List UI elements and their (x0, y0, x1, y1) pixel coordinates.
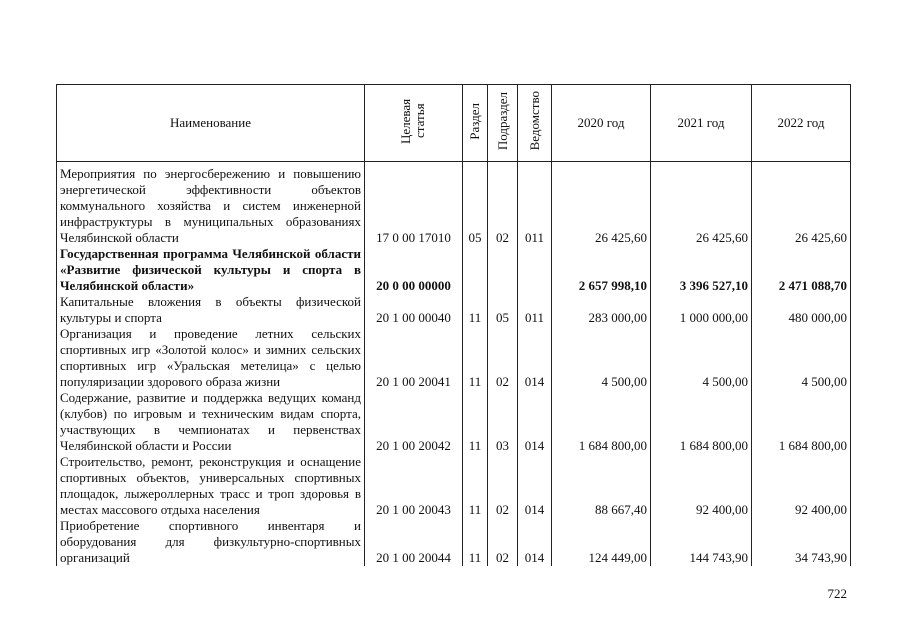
header-2021: 2021 год (651, 85, 752, 162)
row-2022: 34 743,90 (752, 518, 851, 566)
header-code: Целевая статья (365, 85, 463, 162)
row-2022: 2 471 088,70 (752, 246, 851, 294)
row-2020: 26 425,60 (552, 162, 651, 247)
row-code: 20 1 00 00040 (365, 294, 463, 326)
row-subsection: 02 (488, 518, 518, 566)
header-2022: 2022 год (752, 85, 851, 162)
row-code: 20 0 00 00000 (365, 246, 463, 294)
table-row (57, 518, 851, 566)
row-department: 014 (518, 326, 552, 390)
row-subsection: 02 (488, 454, 518, 518)
row-2020: 4 500,00 (552, 326, 651, 390)
row-2022: 26 425,60 (752, 162, 851, 247)
row-2020: 124 449,00 (552, 518, 651, 566)
row-subsection: 03 (488, 390, 518, 454)
table-row-program (57, 246, 851, 294)
row-2022: 92 400,00 (752, 454, 851, 518)
table-row (57, 454, 851, 518)
row-2021: 1 684 800,00 (651, 390, 752, 454)
header-2020: 2020 год (552, 85, 651, 162)
row-subsection: 02 (488, 326, 518, 390)
row-2021: 92 400,00 (651, 454, 752, 518)
row-2020: 2 657 998,10 (552, 246, 651, 294)
row-2021: 1 000 000,00 (651, 294, 752, 326)
row-2020: 1 684 800,00 (552, 390, 651, 454)
row-name: Государственная программа Челябинской области «Развитие физической культуры и спорта в Челябинской области» (57, 246, 365, 294)
row-name: Содержание, развитие и поддержка ведущих команд (клубов) по игровым и техническим видам спорта, участвующих в чемпионатах и первенствах Челябинской области и России (57, 390, 365, 454)
row-department: 014 (518, 390, 552, 454)
row-2022: 4 500,00 (752, 326, 851, 390)
row-code: 20 1 00 20042 (365, 390, 463, 454)
row-2020: 283 000,00 (552, 294, 651, 326)
row-subsection (488, 246, 518, 294)
row-name: Мероприятия по энергосбережению и повышению энергетической эффективности объектов коммунального хозяйства и систем инженерной инфраструктуры в муниципальных образованиях Челябинской области (57, 162, 365, 247)
row-2021: 4 500,00 (651, 326, 752, 390)
row-code: 20 1 00 20041 (365, 326, 463, 390)
row-2021: 26 425,60 (651, 162, 752, 247)
row-section: 11 (463, 326, 488, 390)
row-department (518, 246, 552, 294)
row-code: 20 1 00 20043 (365, 454, 463, 518)
row-section: 11 (463, 518, 488, 566)
budget-table (56, 84, 851, 566)
row-name: Строительство, ремонт, реконструкция и оснащение спортивных объектов, универсальных спортивных площадок, лыжероллерных трасс и троп здоровья в местах массового отдыха населения (57, 454, 365, 518)
header-name: Наименование (57, 85, 365, 162)
row-department: 011 (518, 162, 552, 247)
header-subsection: Подраздел (488, 85, 518, 162)
row-name: Капитальные вложения в объекты физической культуры и спорта (57, 294, 365, 326)
row-2022: 480 000,00 (752, 294, 851, 326)
row-subsection: 02 (488, 162, 518, 247)
table-row (57, 162, 851, 247)
row-section: 11 (463, 390, 488, 454)
table-row (57, 390, 851, 454)
header-section: Раздел (463, 85, 488, 162)
row-section: 05 (463, 162, 488, 247)
row-name: Организация и проведение летних сельских спортивных игр «Золотой колос» и зимних сельских спортивных игр «Уральская метелица» с целью популяризации здорового образа жизни (57, 326, 365, 390)
row-code: 20 1 00 20044 (365, 518, 463, 566)
row-section: 11 (463, 294, 488, 326)
row-code: 17 0 00 17010 (365, 162, 463, 247)
row-department: 014 (518, 454, 552, 518)
page-number: 722 (827, 586, 847, 601)
row-subsection: 05 (488, 294, 518, 326)
row-section (463, 246, 488, 294)
row-name: Приобретение спортивного инвентаря и оборудования для физкультурно-спортивных организаций (57, 518, 365, 566)
row-department: 011 (518, 294, 552, 326)
table-row (57, 294, 851, 326)
row-2020: 88 667,40 (552, 454, 651, 518)
table-header-row (57, 85, 851, 162)
row-2021: 3 396 527,10 (651, 246, 752, 294)
row-2021: 144 743,90 (651, 518, 752, 566)
row-2022: 1 684 800,00 (752, 390, 851, 454)
row-section: 11 (463, 454, 488, 518)
row-department: 014 (518, 518, 552, 566)
header-department: Ведомство (518, 85, 552, 162)
table-row (57, 326, 851, 390)
